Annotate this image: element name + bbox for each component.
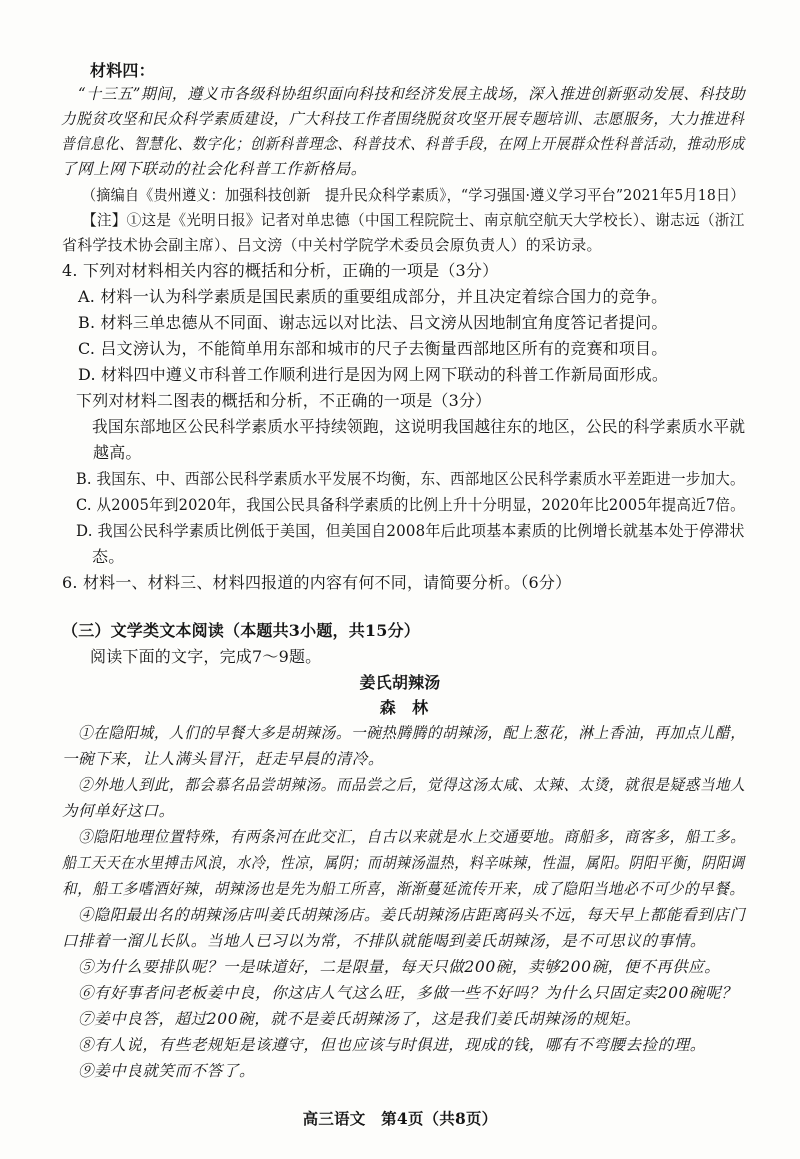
story-paragraph-3-line-2: 船工天天在水里搏击风浪，水冷，性凉，属阴；而胡辣汤温热，料辛味辣，性温，属阳。阴阳平衡，阴阳调 (62, 854, 745, 872)
q4-stem: 4. 下列对材料相关内容的概括和分析，正确的一项是（3分） (62, 261, 499, 280)
q5-option-d-line-1: D. 我国公民科学素质比例低于美国，但美国自2008年后此项基本素质的比例增长就基本处于停滞状 (76, 522, 745, 540)
story-paragraph-6: ⑥有好事者问老板姜中良，你这店人气这么旺，多做一些不好吗？为什么只固定卖200碗呢？ (78, 984, 738, 1002)
story-paragraph-7: ⑦姜中良答，超过200碗，就不是姜氏胡辣汤了，这是我们姜氏胡辣汤的规矩。 (78, 1010, 641, 1028)
story-paragraph-1-line-1: ①在隐阳城，人们的早餐大多是胡辣汤。一碗热腾腾的胡辣汤，配上葱花，淋上香油，再加点儿醋， (78, 724, 746, 742)
story-paragraph-8: ⑧有人说，有些老规矩是该遵守，但也应该与时俱进，现成的钱，哪有不弯腰去捡的理。 (78, 1036, 706, 1054)
material4-line-1: “十三五”期间，遵义市各级科协组织面向科技和经济发展主战场，深入推进创新驱动发展、科技助 (78, 85, 746, 103)
story-paragraph-9: ⑨姜中良就笑而不答了。 (78, 1062, 256, 1080)
material4-source: （摘编自《贵州遵义：加强科技创新 提升民众科学素质》，“学习强国·遵义学习平台”2021年5月18日） (82, 186, 745, 204)
q4-option-d: D. 材料四中遵义市科普工作顺利进行是因为网上网下联动的科普工作新局面形成。 (78, 365, 669, 384)
q6-stem: 6. 材料一、材料三、材料四报道的内容有何不同，请简要分析。（6分） (62, 573, 572, 592)
story-paragraph-3-line-1: ③隐阳地理位置特殊，有两条河在此交汇，自古以来就是水上交通要地。商船多，商客多，船工多。 (78, 828, 746, 846)
material4-line-3: 普信息化、智慧化、数字化；创新科普理念、科普技术、科普手段，在网上开展群众性科普活动，推动形成 (61, 135, 745, 153)
q5-option-d-line-2: 态。 (92, 547, 125, 566)
q5-option-a-line-2: 越高。 (93, 443, 142, 462)
q4-option-b: B. 材料三单忠德从不同面、谢志远以对比法、吕文滂从因地制宜角度答记者提问。 (78, 313, 668, 332)
q5-option-c: C. 从2005年到2020年，我国公民具备科学素质的比例上升十分明显，2020年比2005年提高近7倍。 (76, 496, 745, 514)
story-paragraph-4-line-2: 口排着一溜儿长队。当地人已习以为常，不排队就能喝到姜氏胡辣汤，是不可思议的事情。 (62, 932, 707, 950)
story-title: 姜氏胡辣汤 (359, 673, 441, 692)
material4-line-4: 了网上网下联动的社会化科普工作新格局。 (61, 160, 367, 178)
note-line-2: 省科学技术协会副主席）、吕文滂（中关村学院学术委员会原负责人）的采访录。 (62, 236, 602, 254)
story-paragraph-2-line-1: ②外地人到此，都会慕名品尝胡辣汤。而品尝之后，觉得这汤太咸、太辣、太烫，就很是疑惑当地人 (78, 776, 746, 794)
material4-line-2: 力脱贫攻坚和民众科学素质建设，广大科技工作者围绕脱贫攻坚开展专题培训、志愿服务，大力推进科 (61, 110, 745, 128)
story-paragraph-5: ⑤为什么要排队呢？一是味道好，二是限量，每天只做200碗，卖够200碗，便不再供应。 (78, 958, 721, 976)
section3-instruction: 阅读下面的文字，完成7～9题。 (90, 647, 322, 666)
story-paragraph-3-line-3: 和，船工多嗜酒好辣，胡辣汤也是先为船工所喜，渐渐蔓延流传开来，成了隐阳当地必不可少的早餐。 (62, 880, 745, 898)
story-paragraph-4-line-1: ④隐阳最出名的胡辣汤店叫姜氏胡辣汤店。姜氏胡辣汤店距离码头不远，每天早上都能看到店门 (78, 906, 746, 924)
q5-stem: 下列对材料二图表的概括和分析，不正确的一项是（3分） (76, 391, 492, 410)
story-paragraph-2-line-2: 为何单好这口。 (62, 802, 175, 820)
q5-option-b: B. 我国东、中、西部公民科学素质水平发展不均衡，东、西部地区公民科学素质水平差距进一步加大。 (76, 470, 745, 488)
q5-option-a-line-1: 我国东部地区公民科学素质水平持续领跑，这说明我国越往东的地区，公民的科学素质水平就 (92, 417, 746, 436)
material4-heading: 材料四： (90, 61, 155, 80)
note-line-1: 【注】①这是《光明日报》记者对单忠德（中国工程院院士、南京航空航天大学校长）、谢志远（浙江 (82, 211, 745, 229)
q4-option-c: C. 吕文滂认为，不能简单用东部和城市的尺子去衡量西部地区所有的竞赛和项目。 (78, 339, 668, 358)
story-author: 森 林 (379, 698, 429, 717)
story-paragraph-1-line-2: 一碗下来，让人满头冒汗，赶走早晨的清冷。 (62, 750, 385, 768)
section3-heading: （三）文学类文本阅读（本题共3小题，共15分） (62, 621, 420, 640)
q4-option-a: A. 材料一认为科学素质是国民素质的重要组成部分，并且决定着综合国力的竞争。 (78, 287, 668, 306)
page-footer: 高三语文 第4页（共8页） (302, 1109, 498, 1128)
